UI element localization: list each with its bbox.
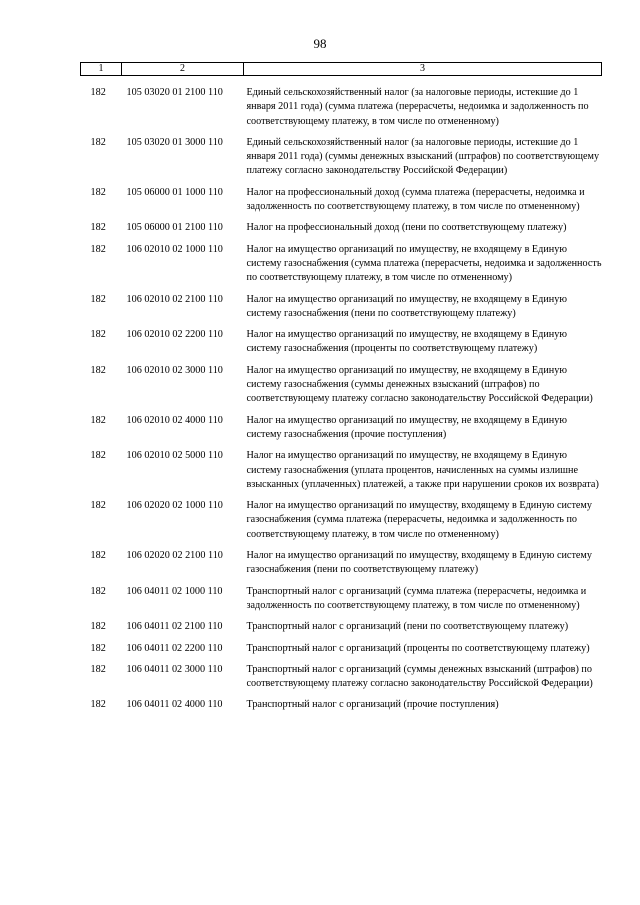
budget-codes-table bbox=[80, 62, 602, 720]
admin-code-cell: 182 bbox=[90, 500, 106, 512]
budget-code-cell: 106 02010 02 1000 110 bbox=[126, 243, 223, 255]
admin-code-cell: 182 bbox=[90, 87, 106, 98]
budget-code-cell: 105 06000 01 2100 110 bbox=[126, 222, 223, 234]
admin-code-cell: 182 bbox=[90, 136, 106, 148]
header-row bbox=[81, 63, 602, 76]
table-body bbox=[81, 76, 602, 720]
income-name-cell: Налог на имущество организаций по имуществу, входящему в Единую систему газоснабжения (пени по соответствующему платежу) bbox=[246, 550, 592, 576]
income-name-cell: Налог на имущество организаций по имуществу, не входящему в Единую систему газоснабжения (пени по соответствующему платежу) bbox=[246, 293, 567, 319]
admin-code-cell: 182 bbox=[90, 699, 106, 711]
header-col-1: 1 bbox=[81, 63, 122, 76]
income-name-cell: Налог на имущество организаций по имуществу, не входящему в Единую систему газоснабжения (уплата процентов, начисленных на суммы излишне взысканных (уплаченных) платежей, а также при нарушении сроков их возврата) bbox=[246, 450, 599, 490]
budget-code-cell: 106 02010 02 5000 110 bbox=[126, 450, 223, 462]
budget-code-cell: 105 03020 01 2100 110 bbox=[126, 87, 223, 98]
income-name-cell: Налог на профессиональный доход (пени по соответствующему платежу) bbox=[246, 222, 567, 234]
admin-code-cell: 182 bbox=[90, 550, 106, 562]
admin-code-cell: 182 bbox=[90, 364, 106, 376]
income-name-cell: Транспортный налог с организаций (прочие поступления) bbox=[246, 699, 499, 711]
admin-code-cell: 182 bbox=[90, 329, 106, 341]
table-row bbox=[81, 499, 602, 549]
table-row bbox=[81, 221, 602, 242]
income-name-cell: Налог на имущество организаций по имуществу, не входящему в Единую систему газоснабжения (суммы денежных взысканий (штрафов) по соответствующему платежу согласно законодательству Российской Федерации) bbox=[246, 364, 593, 405]
budget-code-cell: 106 02010 02 3000 110 bbox=[126, 364, 223, 376]
income-name-cell: Транспортный налог с организаций (сумма платежа (перерасчеты, недоимка и задолженность по соответствующему платежу, в том числе по отмененному) bbox=[246, 585, 587, 611]
admin-code-cell: 182 bbox=[90, 293, 106, 305]
admin-code-cell: 182 bbox=[90, 663, 106, 675]
budget-code-cell: 106 04011 02 4000 110 bbox=[126, 699, 223, 711]
budget-code-cell: 106 02010 02 2200 110 bbox=[126, 329, 223, 341]
table-row bbox=[81, 186, 602, 222]
admin-code-cell: 182 bbox=[90, 585, 106, 597]
income-name-cell: Налог на имущество организаций по имуществу, входящему в Единую систему газоснабжения (сумма платежа (перерасчеты, недоимка и задолженность по соответствующему платежу, в том числе по отмененному) bbox=[246, 500, 592, 540]
income-name-cell: Налог на профессиональный доход (сумма платежа (перерасчеты, недоимка и задолженность по соответствующему платежу, в том числе по отмененному) bbox=[246, 186, 585, 213]
header-col-2: 2 bbox=[122, 63, 244, 76]
table-row bbox=[81, 449, 602, 499]
budget-code-cell: 106 04011 02 2100 110 bbox=[126, 621, 223, 633]
income-name-cell: Транспортный налог с организаций (суммы денежных взысканий (штрафов) по соответствующему платежу согласно законодательству Российской Федерации) bbox=[246, 663, 593, 690]
budget-code-cell: 106 04011 02 3000 110 bbox=[126, 663, 223, 675]
admin-code-cell: 182 bbox=[90, 450, 106, 462]
admin-code-cell: 182 bbox=[90, 414, 106, 426]
admin-code-cell: 182 bbox=[90, 621, 106, 633]
income-name-cell: Транспортный налог с организаций (проценты по соответствующему платежу) bbox=[246, 642, 590, 654]
table-row bbox=[81, 549, 602, 585]
admin-code-cell: 182 bbox=[90, 222, 106, 234]
table-row bbox=[81, 328, 602, 364]
income-name-cell: Транспортный налог с организаций (пени по соответствующему платежу) bbox=[246, 621, 569, 633]
table-row bbox=[81, 620, 602, 641]
table-header bbox=[81, 63, 602, 76]
table-row bbox=[81, 414, 602, 450]
admin-code-cell: 182 bbox=[90, 642, 106, 654]
table-row bbox=[81, 243, 602, 293]
income-name-cell: Налог на имущество организаций по имуществу, не входящему в Единую систему газоснабжения (проценты по соответствующему платежу) bbox=[246, 329, 567, 355]
table-row bbox=[81, 585, 602, 621]
budget-code-cell: 106 04011 02 2200 110 bbox=[126, 642, 223, 654]
budget-code-cell: 106 02020 02 2100 110 bbox=[126, 550, 223, 562]
table-row bbox=[81, 663, 602, 699]
table-row bbox=[81, 76, 602, 136]
admin-code-cell: 182 bbox=[90, 186, 106, 198]
table-row bbox=[81, 136, 602, 186]
income-name-cell: Единый сельскохозяйственный налог (за налоговые периоды, истекшие до 1 января 2011 года) (сумма платежа (перерасчеты, недоимка и задолженность по соответствующему платежу, в том числе по отмененному) bbox=[246, 87, 589, 127]
income-name-cell: Единый сельскохозяйственный налог (за налоговые периоды, истекшие до 1 января 2011 года) (суммы денежных взысканий (штрафов) по соответствующему платежу согласно законодательству Российской Федерации) bbox=[246, 136, 600, 177]
budget-code-cell: 106 02010 02 4000 110 bbox=[126, 414, 223, 426]
budget-code-cell: 106 02010 02 2100 110 bbox=[126, 293, 223, 305]
table-row bbox=[81, 364, 602, 414]
income-name-cell: Налог на имущество организаций по имуществу, не входящему в Единую систему газоснабжения (прочие поступления) bbox=[246, 414, 567, 440]
table-row bbox=[81, 698, 602, 719]
budget-code-cell: 105 06000 01 1000 110 bbox=[126, 186, 223, 198]
table-row bbox=[81, 642, 602, 663]
admin-code-cell: 182 bbox=[90, 243, 106, 255]
budget-code-cell: 106 04011 02 1000 110 bbox=[126, 585, 223, 597]
budget-code-cell: 106 02020 02 1000 110 bbox=[126, 500, 223, 512]
header-col-3: 3 bbox=[244, 63, 602, 76]
budget-code-cell: 105 03020 01 3000 110 bbox=[126, 136, 223, 148]
table-row bbox=[81, 293, 602, 329]
income-name-cell: Налог на имущество организаций по имуществу, не входящему в Единую систему газоснабжения (сумма платежа (перерасчеты, недоимка и задолженность по соответствующему платежу, в том числе по отмененному) bbox=[246, 243, 602, 284]
page-number: 98 bbox=[313, 36, 327, 51]
